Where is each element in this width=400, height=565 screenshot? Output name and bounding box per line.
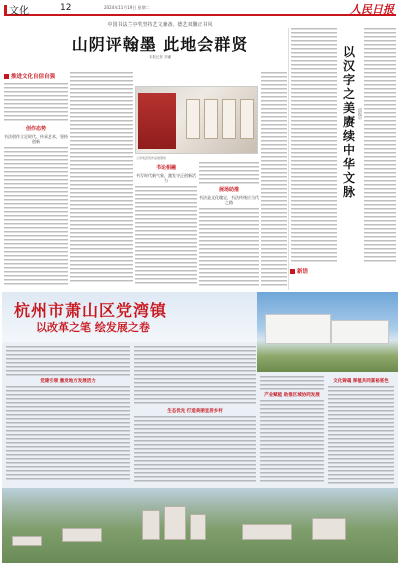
building-photo <box>257 292 398 372</box>
body-text <box>260 400 324 484</box>
body-text <box>4 83 68 123</box>
body-text <box>199 208 259 288</box>
building <box>142 510 160 540</box>
story-column-4 <box>199 162 259 288</box>
feature-subhead: 党建引领 激发地方发展活力 <box>40 379 96 384</box>
subhead-theory: 书论相融 <box>155 165 176 171</box>
page-number: 12 <box>60 3 72 13</box>
column-divider <box>288 28 289 290</box>
feature-section <box>2 292 398 563</box>
issue-date: 2024年11月19日 星期二 <box>104 5 150 10</box>
building <box>62 528 102 542</box>
aerial-town-photo <box>2 488 398 563</box>
feature-column-4 <box>328 376 394 486</box>
feature-subhead: 生态优先 打造美丽宜居乡村 <box>167 409 223 414</box>
body-text <box>328 386 394 486</box>
body-text <box>6 386 130 482</box>
side-column-text-2 <box>364 28 396 264</box>
feature-subtitle: 以改革之笔 绘发展之卷 <box>36 321 150 334</box>
top-headline: 山阴评翰墨 此地会群贤 <box>71 35 249 54</box>
top-kicker: 中国书法兰亭奖坚持艺文兼备、德艺双馨正书风 <box>107 22 213 28</box>
body-text <box>134 416 256 482</box>
section-label-text: 推进文化自信自强 <box>11 74 56 80</box>
square-icon <box>4 74 9 79</box>
calligraphy-frame <box>240 99 254 139</box>
building <box>242 524 292 540</box>
feature-subhead: 文化铸魂 厚植共同富裕底色 <box>333 379 389 384</box>
body-text <box>261 72 287 288</box>
byline: 本报记者 刘谦 <box>148 55 172 59</box>
building <box>190 514 206 540</box>
masthead <box>4 2 396 16</box>
story-column-3 <box>135 162 197 288</box>
building <box>265 314 331 344</box>
photo-caption: 兰亭奖获奖作品展现场 <box>136 156 167 160</box>
body-text <box>199 162 259 184</box>
body-text <box>291 28 337 264</box>
building <box>12 536 42 546</box>
calligraphy-frame <box>186 99 200 139</box>
feature-column-2 <box>134 346 256 486</box>
body-text <box>364 28 396 264</box>
subhead-creation: 创作态势 <box>25 126 46 132</box>
subhead-venue: 展场助推 <box>218 187 239 193</box>
pull-quote: 书法是文化瑰宝，书法传统应当代之路 <box>199 195 259 205</box>
feature-column-3 <box>260 376 324 486</box>
story-column-2 <box>70 72 133 288</box>
exhibition-wall <box>138 93 176 149</box>
side-author: 邱振中 <box>358 108 363 120</box>
body-text <box>260 376 324 390</box>
building <box>312 518 346 540</box>
pull-quote: 书写时代新气象，激发守正创新活力 <box>136 173 196 183</box>
body-text <box>135 186 197 286</box>
side-notice <box>290 267 390 275</box>
exhibition-photo <box>135 86 258 154</box>
body-text <box>4 147 68 287</box>
square-icon <box>290 269 295 274</box>
section-label <box>4 72 68 80</box>
side-article-title: 以汉字之美赓续中华文脉 <box>342 45 355 199</box>
story-column-1 <box>4 72 68 288</box>
feature-title: 杭州市萧山区党湾镇 <box>14 301 168 320</box>
feature-subhead: 产业赋能 助推区域协同发展 <box>264 393 320 398</box>
feature-column-1 <box>6 346 130 486</box>
pull-quote: 书法创作立足时代、传承艺术，坚持创新 <box>4 134 68 144</box>
feature-title-box <box>2 292 262 342</box>
calligraphy-frame <box>222 99 236 139</box>
section-name: 文化 <box>9 6 29 17</box>
body-text <box>70 72 133 284</box>
body-text <box>134 346 256 406</box>
side-column-text <box>291 28 337 264</box>
body-text <box>6 346 130 376</box>
calligraphy-frame <box>204 99 218 139</box>
story-column-5 <box>261 72 287 288</box>
section-tag <box>4 2 29 17</box>
side-notice-text: 新语 <box>297 269 309 275</box>
building <box>164 506 186 540</box>
newspaper-logo: 人民日报 <box>350 3 394 16</box>
building <box>331 320 389 344</box>
